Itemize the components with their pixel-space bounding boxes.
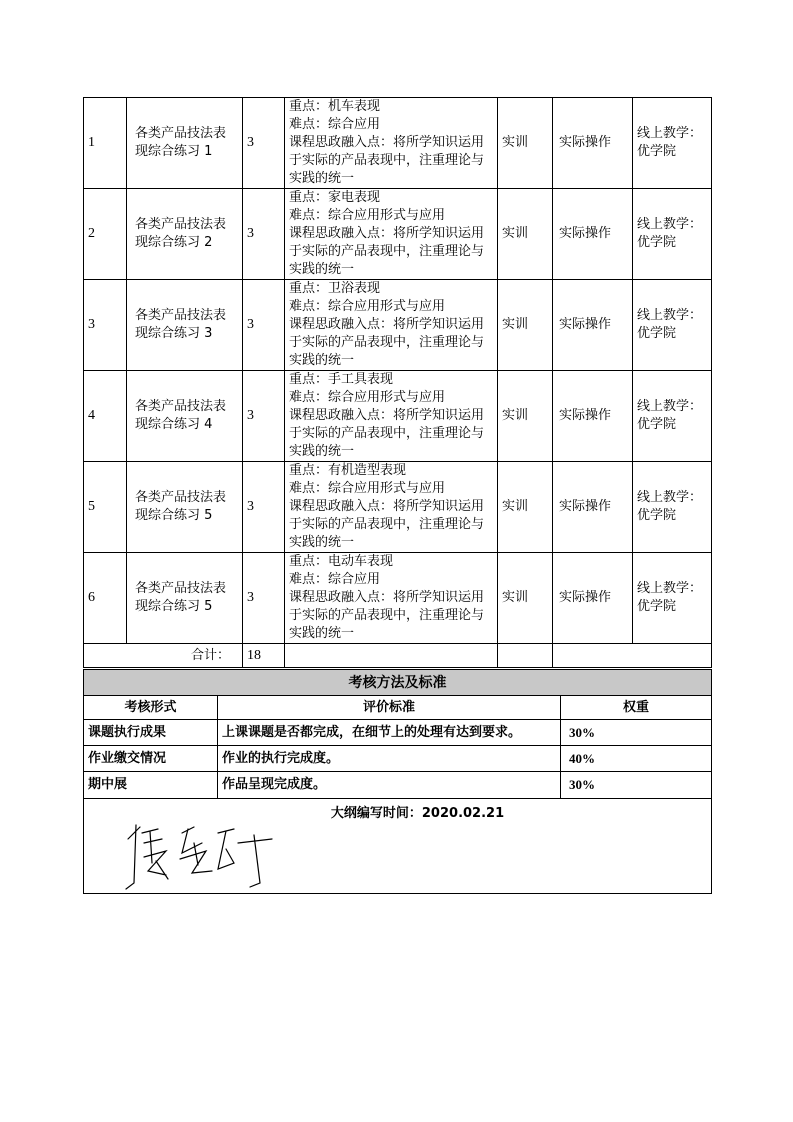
schedule-row [84, 371, 712, 462]
content-line: 难点：综合应用形式与应用 [289, 299, 446, 314]
content-line: 课程思政融入点：将所学知识运用于实际的产品表现中，注重理论与实践的统一 [289, 317, 485, 368]
row-number: 1 [84, 98, 127, 189]
row-number: 5 [84, 462, 127, 553]
row-type: 实训 [498, 462, 553, 553]
row-content [285, 98, 498, 189]
content-line: 重点：手工具表现 [289, 372, 394, 387]
row-content [285, 462, 498, 553]
row-title: 各类产品技法表现综合练习 2 [127, 189, 243, 280]
schedule-row [84, 98, 712, 189]
row-platform: 线上教学：优学院 [633, 462, 712, 553]
content-line: 难点：综合应用形式与应用 [289, 390, 446, 405]
row-content [285, 371, 498, 462]
schedule-row [84, 553, 712, 644]
content-line: 难点：综合应用形式与应用 [289, 481, 446, 496]
row-hours: 3 [243, 371, 285, 462]
signature-cell [84, 799, 712, 894]
row-hours: 3 [243, 280, 285, 371]
row-method: 实际操作 [553, 553, 633, 644]
assessment-criteria: 作品呈现完成度。 [218, 772, 561, 799]
row-number: 4 [84, 371, 127, 462]
row-hours: 3 [243, 98, 285, 189]
assessment-weight: 40% [561, 746, 712, 772]
row-platform: 线上教学：优学院 [633, 553, 712, 644]
written-date: 大纲编写时间：2020.02.21 [330, 806, 505, 821]
row-platform: 线上教学：优学院 [633, 371, 712, 462]
row-title: 各类产品技法表现综合练习 3 [127, 280, 243, 371]
content-line: 难点：综合应用形式与应用 [289, 208, 446, 223]
header-form: 考核形式 [84, 696, 218, 720]
row-content [285, 553, 498, 644]
row-type: 实训 [498, 371, 553, 462]
row-method: 实际操作 [553, 462, 633, 553]
total-row [84, 644, 712, 668]
row-platform: 线上教学：优学院 [633, 98, 712, 189]
row-hours: 3 [243, 189, 285, 280]
assessment-weight: 30% [561, 720, 712, 746]
row-number: 3 [84, 280, 127, 371]
assessment-weight: 30% [561, 772, 712, 799]
row-title: 各类产品技法表现综合练习 5 [127, 462, 243, 553]
content-line: 重点：家电表现 [289, 190, 381, 205]
row-type: 实训 [498, 280, 553, 371]
content-line: 难点：综合应用 [289, 572, 381, 587]
assessment-row [84, 772, 712, 799]
header-criteria: 评价标准 [218, 696, 561, 720]
total-label: 合计： [84, 644, 243, 668]
content-line: 难点：综合应用 [289, 117, 381, 132]
content-line: 重点：有机造型表现 [289, 463, 407, 478]
schedule-row [84, 462, 712, 553]
total-hours: 18 [243, 644, 285, 668]
content-line: 课程思政融入点：将所学知识运用于实际的产品表现中，注重理论与实践的统一 [289, 408, 485, 459]
assessment-form: 课题执行成果 [84, 720, 218, 746]
header-weight: 权重 [561, 696, 712, 720]
row-hours: 3 [243, 553, 285, 644]
assessment-form: 作业缴交情况 [84, 746, 218, 772]
schedule-row [84, 280, 712, 371]
row-method: 实际操作 [553, 98, 633, 189]
content-line: 重点：机车表现 [289, 99, 381, 114]
content-line: 课程思政融入点：将所学知识运用于实际的产品表现中，注重理论与实践的统一 [289, 499, 485, 550]
row-content [285, 280, 498, 371]
row-method: 实际操作 [553, 280, 633, 371]
schedule-table [83, 97, 712, 668]
row-method: 实际操作 [553, 189, 633, 280]
assessment-criteria: 上课课题是否都完成，在细节上的处理有达到要求。 [218, 720, 561, 746]
assessment-row [84, 746, 712, 772]
section-title: 考核方法及标准 [84, 670, 712, 696]
row-hours: 3 [243, 462, 285, 553]
row-title: 各类产品技法表现综合练习 5 [127, 553, 243, 644]
row-platform: 线上教学：优学院 [633, 280, 712, 371]
assessment-form: 期中展 [84, 772, 218, 799]
content-line: 重点：卫浴表现 [289, 281, 381, 296]
row-number: 2 [84, 189, 127, 280]
row-type: 实训 [498, 553, 553, 644]
assessment-row [84, 720, 712, 746]
row-platform: 线上教学：优学院 [633, 189, 712, 280]
row-type: 实训 [498, 98, 553, 189]
assessment-table [83, 669, 712, 894]
row-method: 实际操作 [553, 371, 633, 462]
schedule-row [84, 189, 712, 280]
row-type: 实训 [498, 189, 553, 280]
row-number: 6 [84, 553, 127, 644]
content-line: 课程思政融入点：将所学知识运用于实际的产品表现中，注重理论与实践的统一 [289, 590, 485, 641]
row-content [285, 189, 498, 280]
row-title: 各类产品技法表现综合练习 4 [127, 371, 243, 462]
signature-image [122, 813, 302, 893]
row-title: 各类产品技法表现综合练习 1 [127, 98, 243, 189]
content-line: 课程思政融入点：将所学知识运用于实际的产品表现中，注重理论与实践的统一 [289, 226, 485, 277]
content-line: 课程思政融入点：将所学知识运用于实际的产品表现中，注重理论与实践的统一 [289, 135, 485, 186]
content-line: 重点：电动车表现 [289, 554, 394, 569]
assessment-criteria: 作业的执行完成度。 [218, 746, 561, 772]
